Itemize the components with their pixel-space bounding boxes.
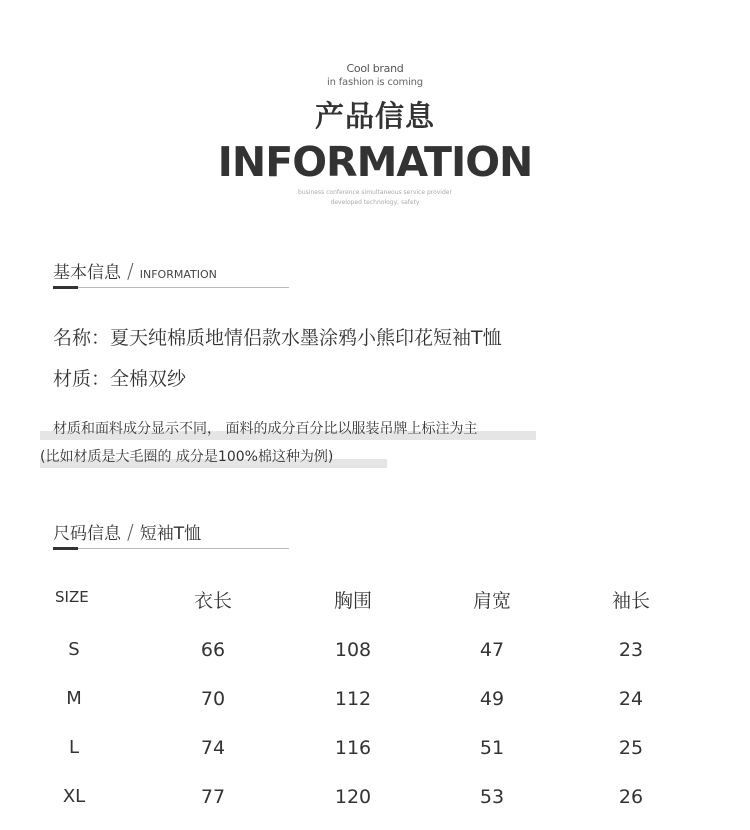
table-cell-shoulder: 53	[479, 786, 505, 808]
table-cell-size: XL	[62, 786, 86, 807]
table-cell-size: L	[68, 737, 80, 758]
basic-info-title-en: INFORMATION	[139, 268, 217, 281]
heading-slash: /	[127, 520, 134, 544]
page-title-cn: 产品信息	[314, 99, 435, 133]
table-cell-shoulder: 51	[479, 737, 505, 759]
product-material: 材质：全棉双纱	[53, 368, 187, 390]
table-cell-size: M	[66, 688, 82, 709]
basic-info-heading	[53, 258, 217, 283]
table-header-size: SIZE	[55, 588, 89, 606]
table-cell-length: 66	[200, 639, 226, 661]
header-subtext-line2: developed technology, safety	[330, 199, 420, 206]
basic-info-accent	[53, 286, 78, 289]
table-cell-length: 77	[200, 786, 226, 808]
table-cell-length: 74	[200, 737, 226, 759]
table-cell-chest: 120	[334, 786, 372, 808]
basic-info-title-cn: 基本信息	[53, 263, 121, 283]
size-info-subtitle: 短袖T恤	[139, 524, 202, 544]
table-header-shoulder: 肩宽	[472, 590, 511, 612]
material-note-line1: 材质和面料成分显示不同， 面料的成分百分比以服装吊牌上标注为主	[53, 421, 478, 437]
heading-slash: /	[127, 259, 134, 283]
table-header-chest: 胸围	[333, 590, 372, 612]
header-banner	[0, 0, 750, 215]
table-header-length: 衣长	[193, 590, 232, 612]
tagline-line1: Cool brand	[346, 62, 404, 75]
product-name: 名称：夏天纯棉质地情侣款水墨涂鸦小熊印花短袖T恤	[53, 327, 502, 349]
table-cell-shoulder: 49	[479, 688, 505, 710]
header-subtext-line1: business conference simultaneous service provider	[298, 189, 452, 196]
table-cell-sleeve: 26	[618, 786, 644, 808]
table-cell-size: S	[68, 639, 80, 660]
table-cell-sleeve: 24	[618, 688, 644, 710]
tagline-line2: in fashion is coming	[327, 77, 423, 88]
table-cell-sleeve: 25	[618, 737, 644, 759]
size-info-divider	[53, 548, 289, 549]
table-header-sleeve: 袖长	[611, 590, 650, 612]
table-cell-shoulder: 47	[479, 639, 505, 661]
page-title-en: INFORMATION	[217, 138, 533, 186]
basic-info-divider	[53, 287, 289, 288]
size-info-heading	[53, 519, 201, 544]
size-info-title-cn: 尺码信息	[53, 524, 121, 544]
material-note-line2: (比如材质是大毛圈的 成分是100%棉这种为例)	[40, 449, 334, 465]
table-cell-length: 70	[200, 688, 226, 710]
table-cell-chest: 116	[334, 737, 372, 759]
table-cell-chest: 112	[334, 688, 372, 710]
table-cell-chest: 108	[334, 639, 372, 661]
size-info-accent	[53, 547, 78, 550]
table-cell-sleeve: 23	[618, 639, 644, 661]
